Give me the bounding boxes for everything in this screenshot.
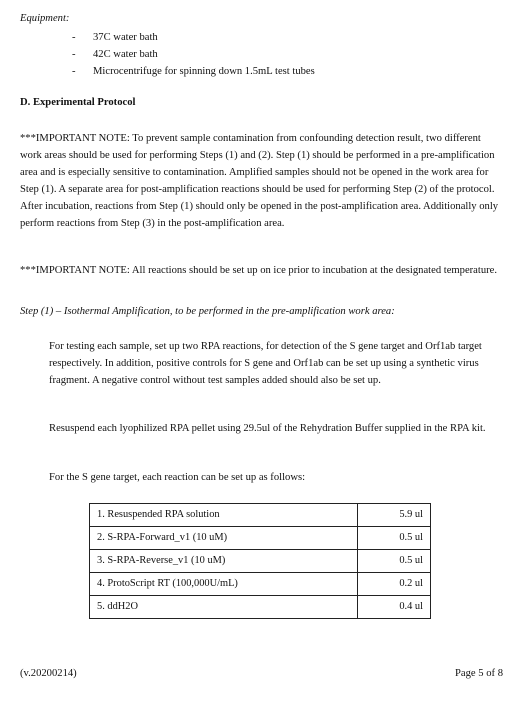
list-item: - 37C water bath (72, 32, 158, 43)
table-row (90, 596, 431, 619)
table-row (90, 504, 431, 527)
table-cell-item: 4. ProtoScript RT (100,000U/mL) (90, 573, 358, 596)
step1-paragraph-resuspend: Resuspend each lyophilized RPA pellet using 29.5ul of the Rehydration Buffer supplied in the RPA kit. (49, 423, 486, 434)
table-row (90, 573, 431, 596)
important-note-ice: ***IMPORTANT NOTE: All reactions should be set up on ice prior to incubation at the designated temperature. (20, 265, 497, 276)
list-item: - 42C water bath (72, 49, 158, 60)
section-title: D. Experimental Protocol (20, 97, 136, 108)
table-cell-qty: 0.5 ul (358, 527, 431, 550)
table-cell-qty: 0.2 ul (358, 573, 431, 596)
table-cell-qty: 0.4 ul (358, 596, 431, 619)
table-cell-item: 5. ddH2O (90, 596, 358, 619)
step1-heading: Step (1) – Isothermal Amplification, to be performed in the pre-amplification work area: (20, 306, 395, 317)
table-cell-item: 1. Resuspended RPA solution (90, 504, 358, 527)
important-note-contamination: ***IMPORTANT NOTE: To prevent sample contamination from confounding detection result, two different work areas should be used for performing Steps (1) and (2). Step (1) should be performed in a pre-amplification area and is especially sensitive to contamination. Amplified samples should not be opened in the work area for Step (1). A separate area for post-amplification reactions should be used for performing Step (2) of the protocol. After incubation, reactions from Step (1) should only be opened in the post-amplification area. Additionally only perform reactions from Step (3) in the post-amplification area. (20, 133, 499, 229)
table-cell-item: 3. S-RPA-Reverse_v1 (10 uM) (90, 550, 358, 573)
list-item: - Microcentrifuge for spinning down 1.5mL test tubes (72, 66, 315, 77)
table-cell-qty: 0.5 ul (358, 550, 431, 573)
table-row (90, 527, 431, 550)
table-cell-item: 2. S-RPA-Forward_v1 (10 uM) (90, 527, 358, 550)
table-cell-qty: 5.9 ul (358, 504, 431, 527)
reaction-table (89, 503, 431, 619)
step1-paragraph-s-gene: For the S gene target, each reaction can be set up as follows: (49, 472, 306, 483)
equipment-title: Equipment: (20, 13, 70, 24)
equipment-list (72, 29, 315, 80)
footer-page-number: Page 5 of 8 (455, 668, 503, 679)
footer-version: (v.20200214) (20, 668, 77, 679)
step1-paragraph-rpa: For testing each sample, set up two RPA reactions, for detection of the S gene target and Orf1ab target respectively. In addition, positive controls for S gene and Orf1ab can be set up using a synthetic virus fragment. A negative control without test samples added should also be set up. (49, 341, 482, 386)
table-row (90, 550, 431, 573)
